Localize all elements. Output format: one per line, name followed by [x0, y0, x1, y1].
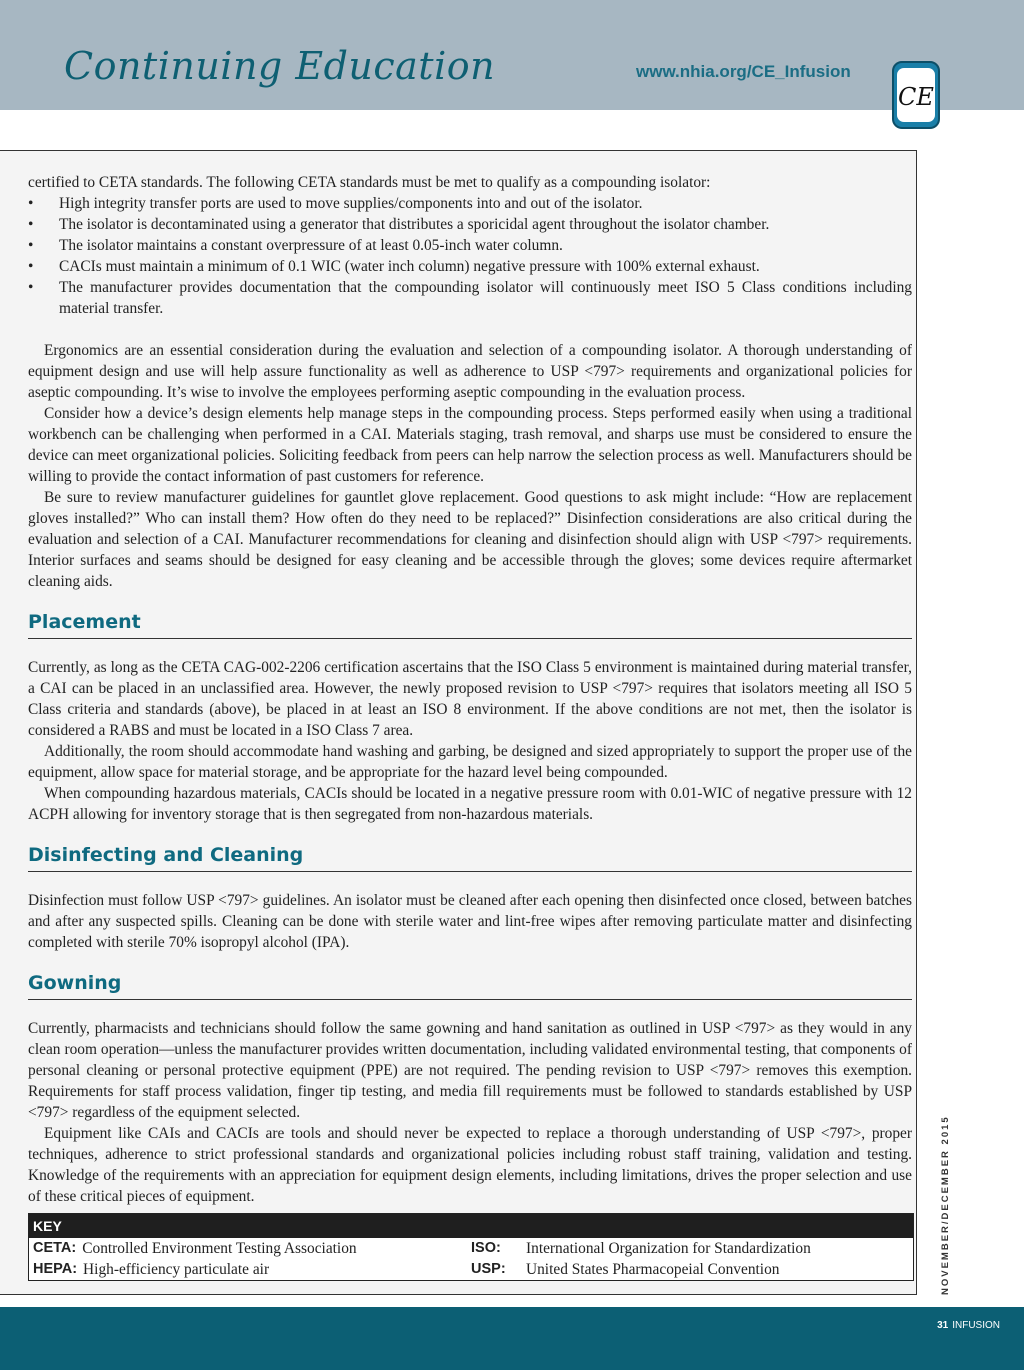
- body-paragraph: Be sure to review manufacturer guidelines for gauntlet glove replacement. Good questions to ask might include: “How are replacement gloves installed?” Who can install them? How often do they need to be replaced?” Disinfection considerations are also critical during the evaluation and selection of a CAI. Manufacturer recommendations for cleaning and disinfection should align with USP <797> requirements. Interior surfaces and seams should be designed for easy cleaning and be accessible through the gloves; some devices require aftermarket cleaning aids.: [28, 489, 912, 590]
- list-item: • CACIs must maintain a minimum of 0.1 WIC (water inch column) negative pressure with 100% external exhaust.: [28, 258, 760, 275]
- key-definition: United States Pharmacopeial Convention: [526, 1261, 780, 1278]
- list-item: • The manufacturer provides documentation that the compounding isolator will continuously meet ISO 5 Class conditions including material transfer.: [28, 279, 912, 317]
- body-paragraph: Additionally, the room should accommodate hand washing and garbing, be designed and sized appropriately to support the proper use of the equipment, allow space for material storage, and be appropriate for the hazard level being compounded.: [28, 743, 912, 781]
- page-number-label: [937, 1320, 1000, 1331]
- body-paragraph: Consider how a device’s design elements help manage steps in the compounding process. Steps performed easily when using a traditional workbench can be challenging when performed in a CAI. Materials staging, trash removal, and sharps use must be considered to ensure the device can meet organizational policies. Soliciting feedback from peers can help narrow the selection process as well. Manufacturers should be willing to provide the contact information of past customers for reference.: [28, 405, 912, 485]
- bullet-marker: •: [28, 258, 34, 275]
- key-definition: International Organization for Standardization: [526, 1240, 811, 1257]
- list-item: • The isolator maintains a constant overpressure of at least 0.05-inch water column.: [28, 237, 563, 254]
- article-body: [28, 172, 912, 1281]
- ceta-standards-list: [28, 193, 912, 319]
- gowning-heading: Gowning: [28, 971, 912, 1000]
- ce-logo-text: CE: [898, 83, 934, 111]
- bullet-marker: •: [28, 279, 34, 296]
- key-row: [29, 1259, 913, 1280]
- list-item: • The isolator is decontaminated using a generator that distributes a sporicidal agent throughout the isolator chamber.: [28, 216, 770, 233]
- body-paragraph: Currently, as long as the CETA CAG-002-2206 certification ascertains that the ISO Class 5 environment is maintained during material transfer, a CAI can be placed in an unclassified area. However, the newly proposed revision to USP <797> requires that isolators meeting all ISO 5 Class criteria and standards (above), be placed in at least an ISO 8 environment. If the above conditions are not met, then the isolator is considered a RABS and must be located in a ISO Class 7 area.: [28, 659, 912, 739]
- issue-date: NOVEMBER/DECEMBER 2015: [940, 1115, 951, 1295]
- intro-paragraph: certified to CETA standards. The following CETA standards must be met to qualify as a compounding isolator:: [28, 174, 711, 191]
- magazine-name: INFUSION: [952, 1320, 1000, 1331]
- key-table: [28, 1213, 914, 1281]
- body-paragraph: Currently, pharmacists and technicians should follow the same gowning and hand sanitation as outlined in USP <797> as they would in any clean room operation—unless the manufacturer provides written documentation, including validated environmental testing, that components of personal cleaning or personal protective equipment (PPE) are not required. The pending revision to USP <797> removes this exemption. Requirements for staff process validation, finger tip testing, and media fill requirements must be followed to standards established by USP <797> regardless of the equipment selected.: [28, 1020, 912, 1121]
- key-definition: High-efficiency particulate air: [83, 1261, 270, 1278]
- key-abbr: HEPA:: [33, 1261, 78, 1277]
- list-item: • High integrity transfer ports are used to move supplies/components into and out of the isolator.: [28, 195, 643, 212]
- body-paragraph: When compounding hazardous materials, CACIs should be located in a negative pressure room with 0.01-WIC of negative pressure with 12 ACPH allowing for inventory storage that is then segregated from non-hazardous materials.: [28, 785, 912, 823]
- page-number: 31: [937, 1320, 949, 1331]
- key-abbr: USP:: [471, 1261, 506, 1277]
- body-paragraph: Equipment like CAIs and CACIs are tools and should never be expected to replace a thorough understanding of USP <797>, proper techniques, adherence to strict professional standards and organizational policies including robust staff training, validation and testing. Knowledge of the requirements with an appreciation for equipment design elements, including limitations, drives the proper selection and use of these critical pieces of equipment.: [28, 1125, 912, 1205]
- key-abbr: CETA:: [33, 1240, 77, 1256]
- header-url[interactable]: www.nhia.org/CE_Infusion: [636, 62, 851, 81]
- key-definition: Controlled Environment Testing Association: [82, 1240, 357, 1257]
- body-paragraph: Ergonomics are an essential consideration during the evaluation and selection of a compounding isolator. A thorough understanding of equipment design and use will help assure functionality as well as adherence to USP <797> requirements and organizational policies for aseptic compounding. It’s wise to involve the employees performing aseptic compounding in the evaluation process.: [28, 342, 912, 401]
- brand-title: Continuing Education: [64, 44, 496, 88]
- body-paragraph: Disinfection must follow USP <797> guidelines. An isolator must be cleaned after each opening then disinfected once closed, between batches and after any suspected spills. Cleaning can be done with sterile water and lint-free wipes after removing particulate matter and disinfecting completed with sterile 70% isopropyl alcohol (IPA).: [28, 892, 912, 951]
- page-header: [0, 0, 1024, 110]
- ce-logo-icon: [891, 60, 941, 130]
- bullet-marker: •: [28, 195, 34, 212]
- page-footer: [0, 1307, 1024, 1370]
- key-abbr: ISO:: [471, 1240, 501, 1256]
- placement-heading: Placement: [28, 610, 912, 639]
- disinfecting-heading: Disinfecting and Cleaning: [28, 843, 912, 872]
- bullet-marker: •: [28, 216, 34, 233]
- bullet-marker: •: [28, 237, 34, 254]
- key-row: [29, 1238, 913, 1259]
- key-title: KEY: [29, 1214, 913, 1238]
